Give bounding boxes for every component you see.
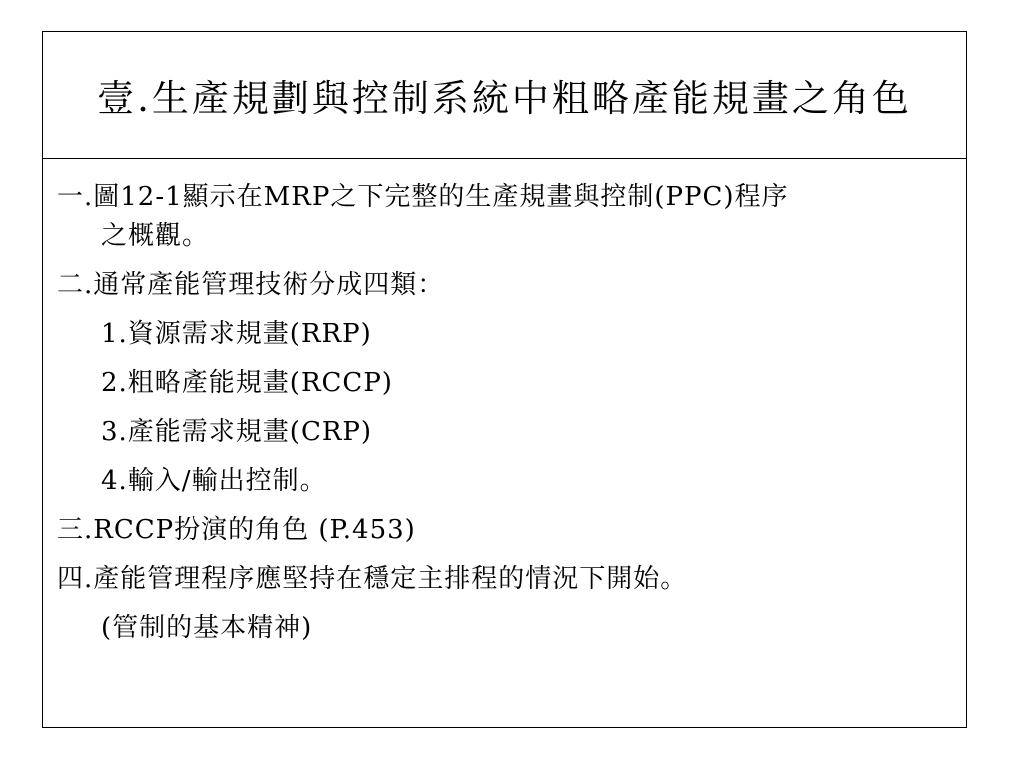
bullet-2: 二.通常產能管理技術分成四類： (57, 270, 445, 300)
sub-item-3: 3.產能需求規畫(CRP) (101, 417, 373, 447)
bullet-1-continuation: 之概觀。 (101, 221, 210, 251)
content-box (43, 159, 966, 653)
sub-item-2: 2.粗略產能規畫(RCCP) (101, 368, 393, 398)
bullet-4: 四.產能管理程序應堅持在穩定主排程的情況下開始。 (57, 564, 688, 594)
bullet-3: 三.RCCP扮演的角色 (P.453) (57, 515, 416, 545)
bullet-1: 一.圖12-1顯示在MRP之下完整的生產規畫與控制(PPC)程序 (57, 182, 789, 212)
bullet-4-note: (管制的基本精神) (101, 613, 313, 643)
slide-frame (42, 31, 967, 728)
slide-title: 壹.生產規劃與控制系統中粗略產能規畫之角色 (97, 77, 912, 120)
title-box (43, 32, 966, 159)
sub-item-1: 1.資源需求規畫(RRP) (101, 319, 372, 349)
sub-item-4: 4.輸入/輸出控制。 (101, 466, 327, 496)
